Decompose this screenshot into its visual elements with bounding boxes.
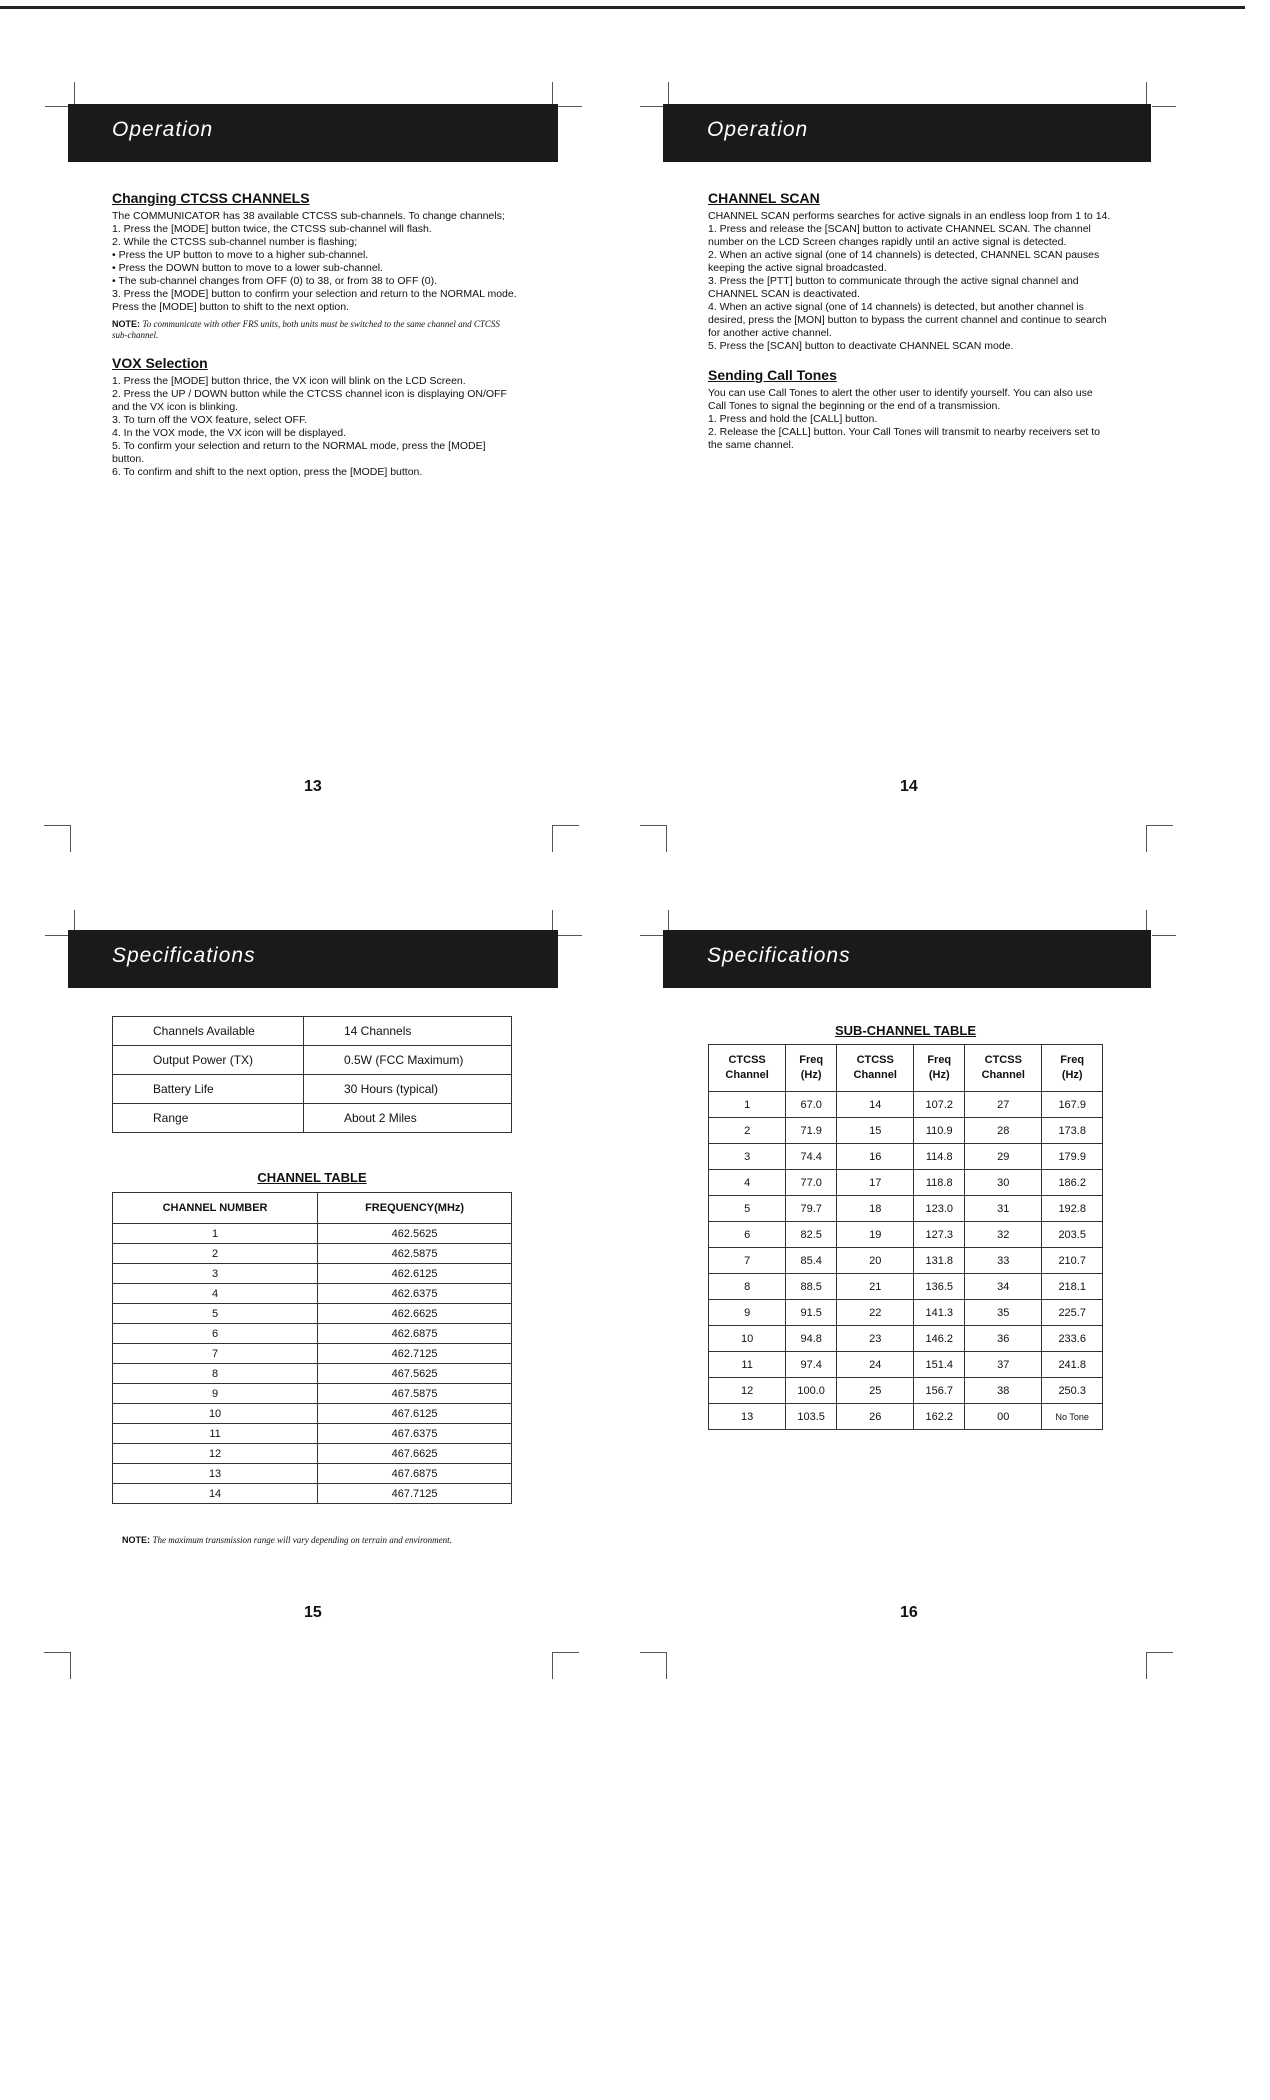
table-row	[113, 1384, 512, 1404]
ctcss-channel-cell: 14	[837, 1092, 914, 1118]
section-title: Changing CTCSS CHANNELS	[112, 190, 310, 206]
column-header: Freq (Hz)	[914, 1045, 965, 1092]
column-header: CTCSS Channel	[965, 1045, 1042, 1092]
freq-cell: 241.8	[1042, 1352, 1103, 1378]
freq-cell: 156.7	[914, 1378, 965, 1404]
frequency-cell: 467.6625	[318, 1444, 512, 1464]
freq-cell: 186.2	[1042, 1170, 1103, 1196]
column-header: CTCSS Channel	[837, 1045, 914, 1092]
freq-cell: 203.5	[1042, 1222, 1103, 1248]
frequency-cell: 467.7125	[318, 1484, 512, 1504]
ctcss-channel-cell: 1	[709, 1092, 786, 1118]
freq-cell: 218.1	[1042, 1274, 1103, 1300]
freq-cell: 103.5	[786, 1404, 837, 1430]
ctcss-channel-cell: 00	[965, 1404, 1042, 1430]
channel-number-cell: 3	[113, 1264, 318, 1284]
freq-cell: 127.3	[914, 1222, 965, 1248]
table-row	[709, 1274, 1103, 1300]
ctcss-channel-cell: 19	[837, 1222, 914, 1248]
ctcss-channel-cell: 35	[965, 1300, 1042, 1326]
vox-instructions: 1. Press the [MODE] button thrice, the VX icon will blink on the LCD Screen. 2. Press the UP / DOWN button while the CTCSS channel icon is displaying ON/OFF and the VX icon is blinking. 3. To turn off the VOX feature, select OFF. 4. In the VOX mode, the VX icon will be displayed. 5. To confirm your selection and return to the NORMAL mode, press the [MODE] button. 6. To confirm and shift to the next option, press the [MODE] button.	[112, 375, 507, 478]
page-number: 15	[304, 1604, 322, 1621]
table-row	[709, 1144, 1103, 1170]
freq-cell: 123.0	[914, 1196, 965, 1222]
ctcss-channel-cell: 22	[837, 1300, 914, 1326]
ctcss-channel-cell: 28	[965, 1118, 1042, 1144]
table-row	[113, 1264, 512, 1284]
channel-number-cell: 12	[113, 1444, 318, 1464]
channel-number-cell: 5	[113, 1304, 318, 1324]
table-row	[709, 1092, 1103, 1118]
table-row	[113, 1344, 512, 1364]
top-rule	[0, 6, 1245, 9]
frequency-cell: 462.6625	[318, 1304, 512, 1324]
table-row	[709, 1352, 1103, 1378]
frequency-cell: 462.7125	[318, 1344, 512, 1364]
table-row: Output Power (TX) 0.5W (FCC Maximum)	[113, 1046, 512, 1075]
table-row	[709, 1196, 1103, 1222]
freq-cell: 179.9	[1042, 1144, 1103, 1170]
freq-cell: 136.5	[914, 1274, 965, 1300]
ctcss-channel-cell: 15	[837, 1118, 914, 1144]
ctcss-instructions: The COMMUNICATOR has 38 available CTCSS sub-channels. To change channels; 1. Press the [MODE] button twice, the CTCSS sub-channel will flash. 2. While the CTCSS sub-channel number is flashing; • Press the UP button to move to a higher sub-channel. • Press the DOWN button to move to a lower sub-channel. • The sub-channel changes from OFF (0) to 38, or from 38 to OFF (0). 3. Press the [MODE] button to confirm your selection and return to the NORMAL mode. Press the [MODE] button to shift to the next option.	[112, 210, 517, 313]
freq-cell: 88.5	[786, 1274, 837, 1300]
page-number: 14	[900, 778, 918, 795]
section-title: Sending Call Tones	[708, 367, 837, 383]
ctcss-channel-cell: 6	[709, 1222, 786, 1248]
table-row	[113, 1224, 512, 1244]
freq-cell: 77.0	[786, 1170, 837, 1196]
table-row	[709, 1404, 1103, 1430]
channel-number-cell: 2	[113, 1244, 318, 1264]
ctcss-channel-cell: 17	[837, 1170, 914, 1196]
ctcss-channel-cell: 7	[709, 1248, 786, 1274]
freq-cell: 146.2	[914, 1326, 965, 1352]
freq-cell: 141.3	[914, 1300, 965, 1326]
freq-cell: 118.8	[914, 1170, 965, 1196]
ctcss-channel-cell: 18	[837, 1196, 914, 1222]
table-row	[709, 1300, 1103, 1326]
frequency-cell: 462.6125	[318, 1264, 512, 1284]
frequency-cell: 467.5625	[318, 1364, 512, 1384]
ctcss-channel-cell: 16	[837, 1144, 914, 1170]
table-row	[113, 1424, 512, 1444]
ctcss-channel-cell: 27	[965, 1092, 1042, 1118]
frequency-cell: 462.6375	[318, 1284, 512, 1304]
ctcss-channel-cell: 32	[965, 1222, 1042, 1248]
table-row: Channels Available 14 Channels	[113, 1017, 512, 1046]
sub-channel-table	[708, 1044, 1103, 1430]
ctcss-channel-cell: 38	[965, 1378, 1042, 1404]
ctcss-channel-cell: 21	[837, 1274, 914, 1300]
scan-instructions: CHANNEL SCAN performs searches for active signals in an endless loop from 1 to 14. 1. Press and release the [SCAN] button to activate CHANNEL SCAN. The channel number on the LCD Screen changes rapidly until an active signal is detected. 2. When an active signal (one of 14 channels) is detected, CHANNEL SCAN pauses keeping the active signal broadcasted. 3. Press the [PTT] button to communicate through the active signal channel and CHANNEL SCAN is deactivated. 4. When an active signal (one of 14 channels) is detected, but another channel is desired, press the [MON] button to bypass the current channel and continue to search for another active channel. 5. Press the [SCAN] button to deactivate CHANNEL SCAN mode.	[708, 210, 1111, 352]
table-row	[113, 1444, 512, 1464]
freq-cell: 192.8	[1042, 1196, 1103, 1222]
channel-number-cell: 8	[113, 1364, 318, 1384]
ctcss-channel-cell: 5	[709, 1196, 786, 1222]
channel-number-cell: 14	[113, 1484, 318, 1504]
freq-cell: 131.8	[914, 1248, 965, 1274]
table-row	[113, 1304, 512, 1324]
frequency-cell: 467.6375	[318, 1424, 512, 1444]
freq-cell: No Tone	[1042, 1404, 1103, 1430]
range-note: NOTE: The maximum transmission range will vary depending on terrain and environment.	[122, 1535, 452, 1545]
table-row	[113, 1484, 512, 1504]
frequency-cell: 462.6875	[318, 1324, 512, 1344]
table-row	[709, 1378, 1103, 1404]
page-header: Specifications	[68, 930, 558, 988]
freq-cell: 110.9	[914, 1118, 965, 1144]
ctcss-channel-cell: 4	[709, 1170, 786, 1196]
table-row	[113, 1284, 512, 1304]
ctcss-channel-cell: 36	[965, 1326, 1042, 1352]
ctcss-channel-cell: 31	[965, 1196, 1042, 1222]
section-title: CHANNEL SCAN	[708, 190, 820, 206]
freq-cell: 79.7	[786, 1196, 837, 1222]
table-row	[709, 1222, 1103, 1248]
freq-cell: 100.0	[786, 1378, 837, 1404]
channel-table: CHANNEL NUMBER FREQUENCY(MHz) 1 462.5625 2 462.5875 3 462.6125 4 462.6375 5 462.6625 6 462.6875 7 462.7125 8 467.5625 9 467.5875 10 467.6125 11 467.6375 12 467.6625 13 467.6875 14 467.7125	[112, 1192, 512, 1504]
frequency-cell: 462.5625	[318, 1224, 512, 1244]
ctcss-channel-cell: 11	[709, 1352, 786, 1378]
page-number: 16	[900, 1604, 918, 1621]
freq-cell: 225.7	[1042, 1300, 1103, 1326]
page-header: Operation	[663, 104, 1151, 162]
frequency-cell: 467.5875	[318, 1384, 512, 1404]
section-title: VOX Selection	[112, 355, 208, 371]
freq-cell: 97.4	[786, 1352, 837, 1378]
column-header: CTCSS Channel	[709, 1045, 786, 1092]
ctcss-channel-cell: 9	[709, 1300, 786, 1326]
table-row: Battery Life 30 Hours (typical)	[113, 1075, 512, 1104]
ctcss-channel-cell: 30	[965, 1170, 1042, 1196]
freq-cell: 71.9	[786, 1118, 837, 1144]
freq-cell: 233.6	[1042, 1326, 1103, 1352]
ctcss-note: NOTE: To communicate with other FRS units, both units must be switched to the same channel and CTCSS sub-channel.	[112, 319, 500, 340]
channel-number-cell: 4	[113, 1284, 318, 1304]
table-row	[113, 1324, 512, 1344]
frequency-cell: 467.6875	[318, 1464, 512, 1484]
table-row	[113, 1364, 512, 1384]
page-header: Operation	[68, 104, 558, 162]
ctcss-channel-cell: 25	[837, 1378, 914, 1404]
freq-cell: 82.5	[786, 1222, 837, 1248]
channel-table-title: CHANNEL TABLE	[257, 1170, 367, 1185]
ctcss-channel-cell: 29	[965, 1144, 1042, 1170]
channel-number-cell: 9	[113, 1384, 318, 1404]
channel-number-cell: 11	[113, 1424, 318, 1444]
ctcss-channel-cell: 12	[709, 1378, 786, 1404]
channel-number-cell: 7	[113, 1344, 318, 1364]
freq-cell: 94.8	[786, 1326, 837, 1352]
ctcss-channel-cell: 8	[709, 1274, 786, 1300]
column-header: Freq (Hz)	[1042, 1045, 1103, 1092]
table-row	[709, 1248, 1103, 1274]
table-row: Range About 2 Miles	[113, 1104, 512, 1133]
ctcss-channel-cell: 23	[837, 1326, 914, 1352]
ctcss-channel-cell: 33	[965, 1248, 1042, 1274]
page-number: 13	[304, 778, 322, 795]
table-row	[113, 1244, 512, 1264]
call-tones-instructions: You can use Call Tones to alert the other user to identify yourself. You can also use Call Tones to signal the beginning or the end of a transmission. 1. Press and hold the [CALL] button. 2. Release the [CALL] button. Your Call Tones will transmit to nearby receivers set to the same channel.	[708, 387, 1101, 451]
ctcss-channel-cell: 10	[709, 1326, 786, 1352]
freq-cell: 74.4	[786, 1144, 837, 1170]
table-row	[709, 1326, 1103, 1352]
ctcss-channel-cell: 20	[837, 1248, 914, 1274]
ctcss-channel-cell: 26	[837, 1404, 914, 1430]
column-header: Freq (Hz)	[786, 1045, 837, 1092]
ctcss-channel-cell: 24	[837, 1352, 914, 1378]
table-row	[113, 1404, 512, 1424]
channel-number-cell: 6	[113, 1324, 318, 1344]
ctcss-channel-cell: 37	[965, 1352, 1042, 1378]
frequency-cell: 467.6125	[318, 1404, 512, 1424]
channel-number-cell: 1	[113, 1224, 318, 1244]
freq-cell: 151.4	[914, 1352, 965, 1378]
freq-cell: 162.2	[914, 1404, 965, 1430]
sub-channel-table-title: SUB-CHANNEL TABLE	[834, 1023, 977, 1038]
freq-cell: 250.3	[1042, 1378, 1103, 1404]
channel-number-cell: 13	[113, 1464, 318, 1484]
table-row	[709, 1118, 1103, 1144]
frequency-cell: 462.5875	[318, 1244, 512, 1264]
channel-number-cell: 10	[113, 1404, 318, 1424]
freq-cell: 173.8	[1042, 1118, 1103, 1144]
ctcss-channel-cell: 13	[709, 1404, 786, 1430]
ctcss-channel-cell: 34	[965, 1274, 1042, 1300]
freq-cell: 107.2	[914, 1092, 965, 1118]
freq-cell: 67.0	[786, 1092, 837, 1118]
specs-table	[112, 1016, 512, 1133]
freq-cell: 114.8	[914, 1144, 965, 1170]
ctcss-channel-cell: 3	[709, 1144, 786, 1170]
freq-cell: 210.7	[1042, 1248, 1103, 1274]
freq-cell: 91.5	[786, 1300, 837, 1326]
ctcss-channel-cell: 2	[709, 1118, 786, 1144]
freq-cell: 85.4	[786, 1248, 837, 1274]
page-header: Specifications	[663, 930, 1151, 988]
table-row	[709, 1170, 1103, 1196]
table-row	[113, 1464, 512, 1484]
freq-cell: 167.9	[1042, 1092, 1103, 1118]
